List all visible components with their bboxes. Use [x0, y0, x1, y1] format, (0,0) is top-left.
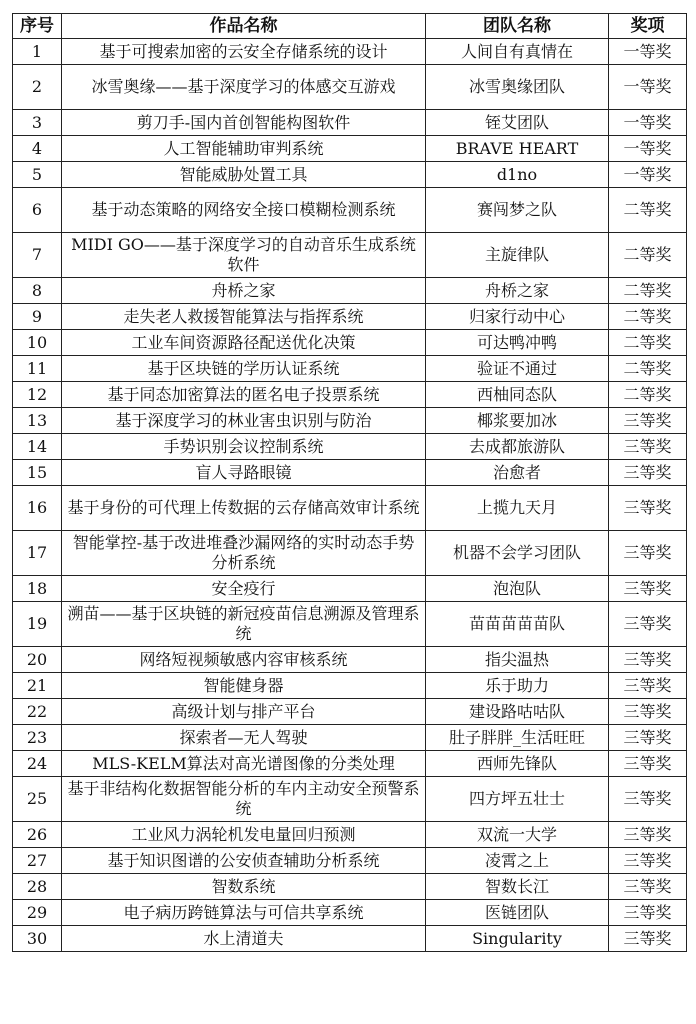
cell-team-name: 赛闯梦之队: [426, 188, 609, 233]
cell-award: 三等奖: [609, 777, 687, 822]
cell-team-name: 双流一大学: [426, 822, 609, 848]
cell-no: 11: [13, 356, 62, 382]
cell-award: 三等奖: [609, 874, 687, 900]
cell-work-title: 工业车间资源路径配送优化决策: [62, 330, 426, 356]
cell-no: 17: [13, 531, 62, 576]
cell-team-name: 四方坪五壮士: [426, 777, 609, 822]
cell-award: 一等奖: [609, 162, 687, 188]
cell-team-name: 可达鸭冲鸭: [426, 330, 609, 356]
cell-work-title: 人工智能辅助审判系统: [62, 136, 426, 162]
cell-work-title: 智能掌控-基于改进堆叠沙漏网络的实时动态手势分析系统: [62, 531, 426, 576]
cell-no: 13: [13, 408, 62, 434]
cell-team-name: 椰浆要加冰: [426, 408, 609, 434]
table-row: [13, 699, 687, 725]
table-row: [13, 602, 687, 647]
cell-team-name: Singularity: [426, 926, 609, 952]
cell-no: 14: [13, 434, 62, 460]
cell-award: 二等奖: [609, 188, 687, 233]
header-team: 团队名称: [426, 14, 609, 39]
cell-award: 三等奖: [609, 751, 687, 777]
cell-team-name: 建设路咕咕队: [426, 699, 609, 725]
cell-award: 三等奖: [609, 647, 687, 673]
table-row: [13, 304, 687, 330]
cell-award: 三等奖: [609, 699, 687, 725]
cell-no: 9: [13, 304, 62, 330]
table-row: [13, 39, 687, 65]
cell-work-title: 智数系统: [62, 874, 426, 900]
cell-work-title: 舟桥之家: [62, 278, 426, 304]
table-row: [13, 408, 687, 434]
table-row: [13, 382, 687, 408]
cell-team-name: 去成都旅游队: [426, 434, 609, 460]
cell-no: 25: [13, 777, 62, 822]
cell-no: 2: [13, 65, 62, 110]
table-row: [13, 874, 687, 900]
cell-no: 20: [13, 647, 62, 673]
cell-work-title: 剪刀手-国内首创智能构图软件: [62, 110, 426, 136]
cell-team-name: 智数长江: [426, 874, 609, 900]
header-no: 序号: [13, 14, 62, 39]
cell-no: 16: [13, 486, 62, 531]
cell-team-name: 主旋律队: [426, 233, 609, 278]
cell-no: 28: [13, 874, 62, 900]
table-row: [13, 673, 687, 699]
cell-award: 三等奖: [609, 602, 687, 647]
cell-award: 三等奖: [609, 673, 687, 699]
cell-team-name: 冰雪奥缘团队: [426, 65, 609, 110]
cell-no: 21: [13, 673, 62, 699]
cell-work-title: 基于动态策略的网络安全接口模糊检测系统: [62, 188, 426, 233]
cell-no: 1: [13, 39, 62, 65]
cell-team-name: 西柚同态队: [426, 382, 609, 408]
cell-award: 三等奖: [609, 725, 687, 751]
cell-work-title: 智能威胁处置工具: [62, 162, 426, 188]
cell-work-title: 高级计划与排产平台: [62, 699, 426, 725]
cell-award: 一等奖: [609, 65, 687, 110]
cell-award: 一等奖: [609, 110, 687, 136]
cell-award: 三等奖: [609, 900, 687, 926]
cell-team-name: BRAVE HEART: [426, 136, 609, 162]
table-row: [13, 278, 687, 304]
table-row: [13, 751, 687, 777]
cell-no: 19: [13, 602, 62, 647]
cell-work-title: 基于知识图谱的公安侦查辅助分析系统: [62, 848, 426, 874]
cell-no: 22: [13, 699, 62, 725]
cell-work-title: MLS-KELM算法对高光谱图像的分类处理: [62, 751, 426, 777]
cell-work-title: 网络短视频敏感内容审核系统: [62, 647, 426, 673]
cell-team-name: 归家行动中心: [426, 304, 609, 330]
table-row: [13, 777, 687, 822]
table-row: [13, 233, 687, 278]
cell-no: 24: [13, 751, 62, 777]
cell-award: 三等奖: [609, 848, 687, 874]
cell-team-name: 医链团队: [426, 900, 609, 926]
cell-team-name: 舟桥之家: [426, 278, 609, 304]
cell-award: 二等奖: [609, 330, 687, 356]
cell-team-name: 上揽九天月: [426, 486, 609, 531]
cell-work-title: MIDI GO——基于深度学习的自动音乐生成系统软件: [62, 233, 426, 278]
cell-award: 三等奖: [609, 926, 687, 952]
table-row: [13, 531, 687, 576]
cell-work-title: 基于身份的可代理上传数据的云存储高效审计系统: [62, 486, 426, 531]
cell-award: 二等奖: [609, 382, 687, 408]
cell-team-name: 铚艾团队: [426, 110, 609, 136]
table-row: [13, 725, 687, 751]
cell-award: 三等奖: [609, 822, 687, 848]
cell-work-title: 基于可搜索加密的云安全存储系统的设计: [62, 39, 426, 65]
cell-award: 二等奖: [609, 356, 687, 382]
table-row: [13, 188, 687, 233]
cell-team-name: 泡泡队: [426, 576, 609, 602]
cell-team-name: 乐于助力: [426, 673, 609, 699]
cell-work-title: 冰雪奥缘——基于深度学习的体感交互游戏: [62, 65, 426, 110]
cell-award: 三等奖: [609, 576, 687, 602]
cell-no: 18: [13, 576, 62, 602]
cell-no: 3: [13, 110, 62, 136]
cell-work-title: 溯苗——基于区块链的新冠疫苗信息溯源及管理系统: [62, 602, 426, 647]
cell-team-name: 凌霄之上: [426, 848, 609, 874]
table-row: [13, 356, 687, 382]
cell-team-name: 机器不会学习团队: [426, 531, 609, 576]
cell-no: 12: [13, 382, 62, 408]
cell-no: 6: [13, 188, 62, 233]
cell-work-title: 电子病历跨链算法与可信共享系统: [62, 900, 426, 926]
header-work: 作品名称: [62, 14, 426, 39]
cell-no: 4: [13, 136, 62, 162]
cell-award: 一等奖: [609, 39, 687, 65]
table-row: [13, 162, 687, 188]
table-row: [13, 330, 687, 356]
table-row: [13, 460, 687, 486]
cell-team-name: 验证不通过: [426, 356, 609, 382]
award-list-document: [12, 13, 686, 952]
table-body: [13, 39, 687, 952]
table-row: [13, 647, 687, 673]
cell-team-name: 治愈者: [426, 460, 609, 486]
cell-work-title: 工业风力涡轮机发电量回归预测: [62, 822, 426, 848]
header-row: [13, 14, 687, 39]
cell-work-title: 盲人寻路眼镜: [62, 460, 426, 486]
cell-team-name: 西师先锋队: [426, 751, 609, 777]
cell-no: 23: [13, 725, 62, 751]
cell-award: 三等奖: [609, 486, 687, 531]
table-row: [13, 848, 687, 874]
table-row: [13, 576, 687, 602]
cell-award: 二等奖: [609, 278, 687, 304]
cell-work-title: 探索者—无人驾驶: [62, 725, 426, 751]
cell-award: 三等奖: [609, 460, 687, 486]
cell-no: 7: [13, 233, 62, 278]
cell-work-title: 智能健身器: [62, 673, 426, 699]
cell-no: 10: [13, 330, 62, 356]
header-award: 奖项: [609, 14, 687, 39]
cell-no: 5: [13, 162, 62, 188]
cell-award: 三等奖: [609, 408, 687, 434]
table-row: [13, 136, 687, 162]
table-row: [13, 900, 687, 926]
table-row: [13, 926, 687, 952]
cell-work-title: 手势识别会议控制系统: [62, 434, 426, 460]
cell-team-name: 指尖温热: [426, 647, 609, 673]
cell-no: 8: [13, 278, 62, 304]
cell-no: 27: [13, 848, 62, 874]
cell-award: 三等奖: [609, 531, 687, 576]
cell-team-name: 肚子胖胖_生活旺旺: [426, 725, 609, 751]
cell-work-title: 基于区块链的学历认证系统: [62, 356, 426, 382]
table-row: [13, 110, 687, 136]
table-row: [13, 486, 687, 531]
table-row: [13, 434, 687, 460]
cell-award: 二等奖: [609, 233, 687, 278]
cell-no: 30: [13, 926, 62, 952]
table-row: [13, 65, 687, 110]
cell-award: 一等奖: [609, 136, 687, 162]
cell-work-title: 基于深度学习的林业害虫识别与防治: [62, 408, 426, 434]
cell-team-name: 苗苗苗苗苗队: [426, 602, 609, 647]
cell-no: 15: [13, 460, 62, 486]
cell-no: 26: [13, 822, 62, 848]
cell-work-title: 走失老人救援智能算法与指挥系统: [62, 304, 426, 330]
table-row: [13, 822, 687, 848]
cell-team-name: 人间自有真情在: [426, 39, 609, 65]
cell-no: 29: [13, 900, 62, 926]
cell-team-name: d1no: [426, 162, 609, 188]
award-table: [12, 13, 687, 952]
cell-work-title: 基于非结构化数据智能分析的车内主动安全预警系统: [62, 777, 426, 822]
cell-work-title: 基于同态加密算法的匿名电子投票系统: [62, 382, 426, 408]
cell-award: 二等奖: [609, 304, 687, 330]
cell-work-title: 水上清道夫: [62, 926, 426, 952]
cell-award: 三等奖: [609, 434, 687, 460]
cell-work-title: 安全疫行: [62, 576, 426, 602]
